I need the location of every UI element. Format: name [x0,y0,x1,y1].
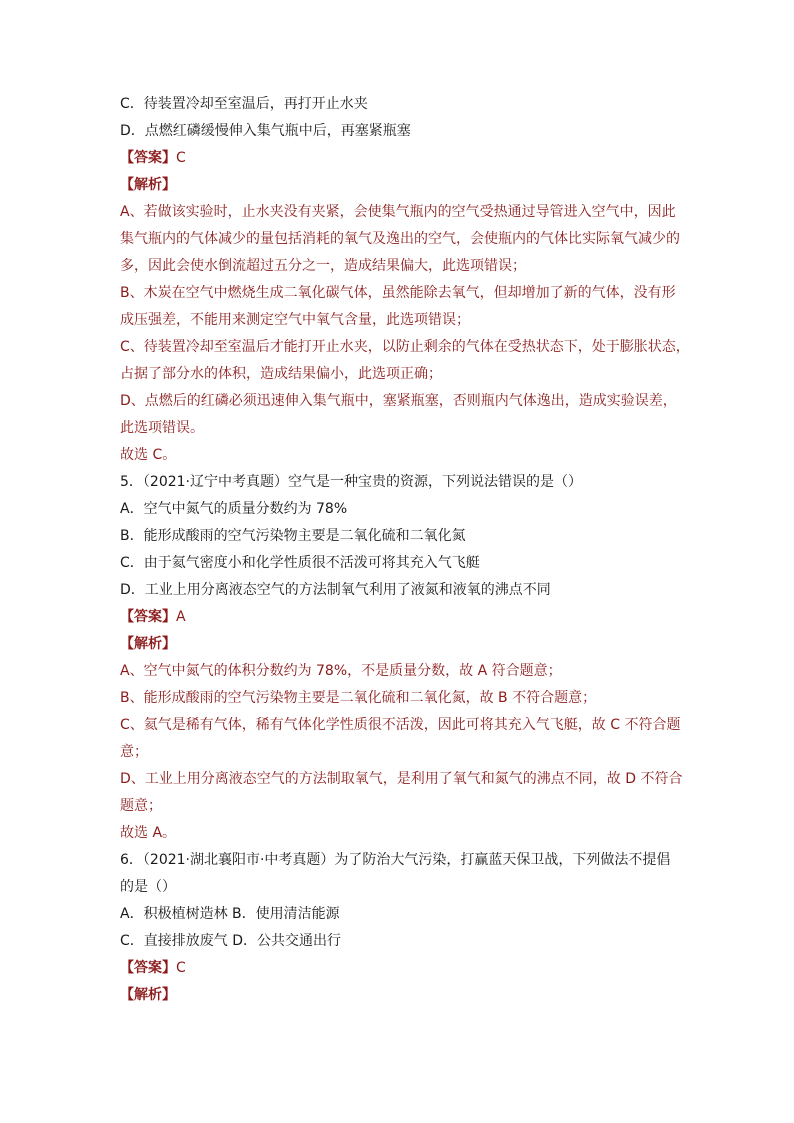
question-line: 的是（） [120,879,176,895]
analysis-line: 故选 C。 [120,447,177,463]
answer-line [120,145,680,172]
analysis-line: B、能形成酸雨的空气污染物主要是二氧化硫和二氧化氮，故 B 不符合题意； [120,690,597,706]
option-line: A．积极植树造林 B．使用清洁能源 [120,906,340,922]
analysis-line: 意； [120,744,148,760]
analysis-tag: 【解析】 [120,177,176,193]
analysis-tag: 【解析】 [120,987,176,1003]
analysis-line: A、若做该实验时，止水夹没有夹紧，会使集气瓶内的空气受热通过导管进入空气中，因此 [120,204,676,220]
answer-tag: 【答案】 [120,960,176,976]
analysis-label [120,982,680,1009]
answer-line [120,604,680,631]
option-line: C．由于氦气密度小和化学性质很不活泼可将其充入气飞艇 [120,555,480,571]
question-line: 6．（2021·湖北襄阳市·中考真题）为了防治大气污染，打赢蓝天保卫战，下列做法不提倡 [120,852,671,868]
analysis-line: 占据了部分水的体积，造成结果偏小，此选项正确； [120,366,442,382]
analysis-line: 集气瓶内的气体减少的量包括消耗的氧气及逸出的空气，会使瓶内的气体比实际氧气减少的 [120,231,680,247]
answer-tag: 【答案】 [120,150,176,166]
answer-value: A [176,609,186,625]
analysis-line: B、木炭在空气中燃烧生成二氧化碳气体，虽然能除去氧气，但却增加了新的气体，没有形 [120,285,676,301]
question-line: 5．（2021·辽宁中考真题）空气是一种宝贵的资源，下列说法错误的是（） [120,474,582,490]
analysis-line: C、待装置冷却至室温后才能打开止水夹，以防止剩余的气体在受热状态下，处于膨胀状态， [120,339,690,355]
analysis-label [120,631,680,658]
option-line: D．点燃红磷缓慢伸入集气瓶中后，再塞紧瓶塞 [120,123,411,139]
answer-value: C [176,960,186,976]
analysis-line: 题意； [120,798,162,814]
analysis-line: D、点燃后的红磷必须迅速伸入集气瓶中，塞紧瓶塞，否则瓶内气体逸出，造成实验误差， [120,393,677,409]
analysis-line: 成压强差，不能用来测定空气中氧气含量，此选项错误； [120,312,470,328]
option-line: D．工业上用分离液态空气的方法制氧气利用了液氮和液氧的沸点不同 [120,582,551,598]
option-line: C．直接排放废气 D．公共交通出行 [120,933,342,949]
answer-tag: 【答案】 [120,609,176,625]
analysis-line: A、空气中氮气的体积分数约为 78%，不是质量分数，故 A 符合题意； [120,663,562,679]
analysis-tag: 【解析】 [120,636,176,652]
option-line: C．待装置冷却至室温后，再打开止水夹 [120,96,368,112]
option-line: A．空气中氮气的质量分数约为 78% [120,501,348,517]
document-content [120,91,690,1009]
analysis-line: D、工业上用分离液态空气的方法制取氧气，是利用了氧气和氮气的沸点不同，故 D 不符合 [120,771,683,787]
analysis-line: 故选 A。 [120,825,177,841]
analysis-line: C、氦气是稀有气体，稀有气体化学性质很不活泼，因此可将其充入气飞艇，故 C 不符合题 [120,717,681,733]
analysis-label [120,172,680,199]
analysis-line: 此选项错误。 [120,420,204,436]
answer-line [120,955,680,982]
answer-value: C [176,150,186,166]
option-line: B．能形成酸雨的空气污染物主要是二氧化硫和二氧化氮 [120,528,466,544]
analysis-line: 多，因此会使水倒流超过五分之一，造成结果偏大，此选项错误； [120,258,526,274]
